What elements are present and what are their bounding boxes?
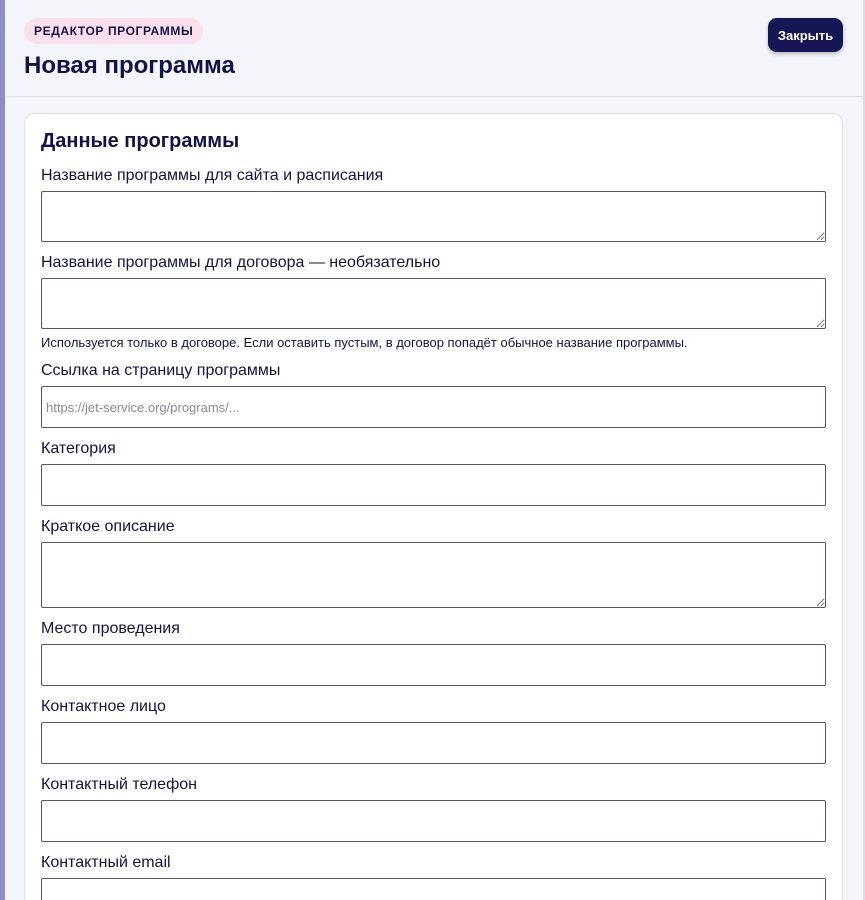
close-button[interactable]: Закрыть <box>768 18 843 52</box>
contact-phone-label: Контактный телефон <box>41 776 197 793</box>
contract-name-hint: Используется только в договоре. Если оставить пустым, в договор попадёт обычное название программы. <box>41 335 688 350</box>
short-description-label: Краткое описание <box>41 518 175 535</box>
venue-label: Место проведения <box>41 620 180 637</box>
contact-phone-input[interactable] <box>41 800 826 842</box>
section-title: Данные программы <box>41 130 240 152</box>
contact-email-label: Контактный email <box>41 854 171 871</box>
contact-person-input[interactable] <box>41 722 826 764</box>
page-link-label: Ссылка на страницу программы <box>41 362 281 379</box>
contact-email-input[interactable] <box>41 878 826 900</box>
program-data-card <box>24 113 843 900</box>
short-description-field[interactable] <box>41 542 826 608</box>
venue-input[interactable] <box>41 644 826 686</box>
site-name-label: Название программы для сайта и расписания <box>41 167 384 184</box>
contact-person-label: Контактное лицо <box>41 698 166 715</box>
category-label: Категория <box>41 440 116 457</box>
editor-badge: РЕДАКТОР ПРОГРАММЫ <box>24 18 203 44</box>
page-link-input[interactable] <box>41 386 826 428</box>
contract-name-label: Название программы для договора — необязательно <box>41 254 441 271</box>
contract-name-field[interactable] <box>41 278 826 329</box>
site-name-field[interactable] <box>41 191 826 242</box>
panel-header <box>5 0 863 97</box>
program-editor-panel <box>5 0 863 900</box>
page-title: Новая программа <box>24 52 235 79</box>
category-input[interactable] <box>41 464 826 506</box>
